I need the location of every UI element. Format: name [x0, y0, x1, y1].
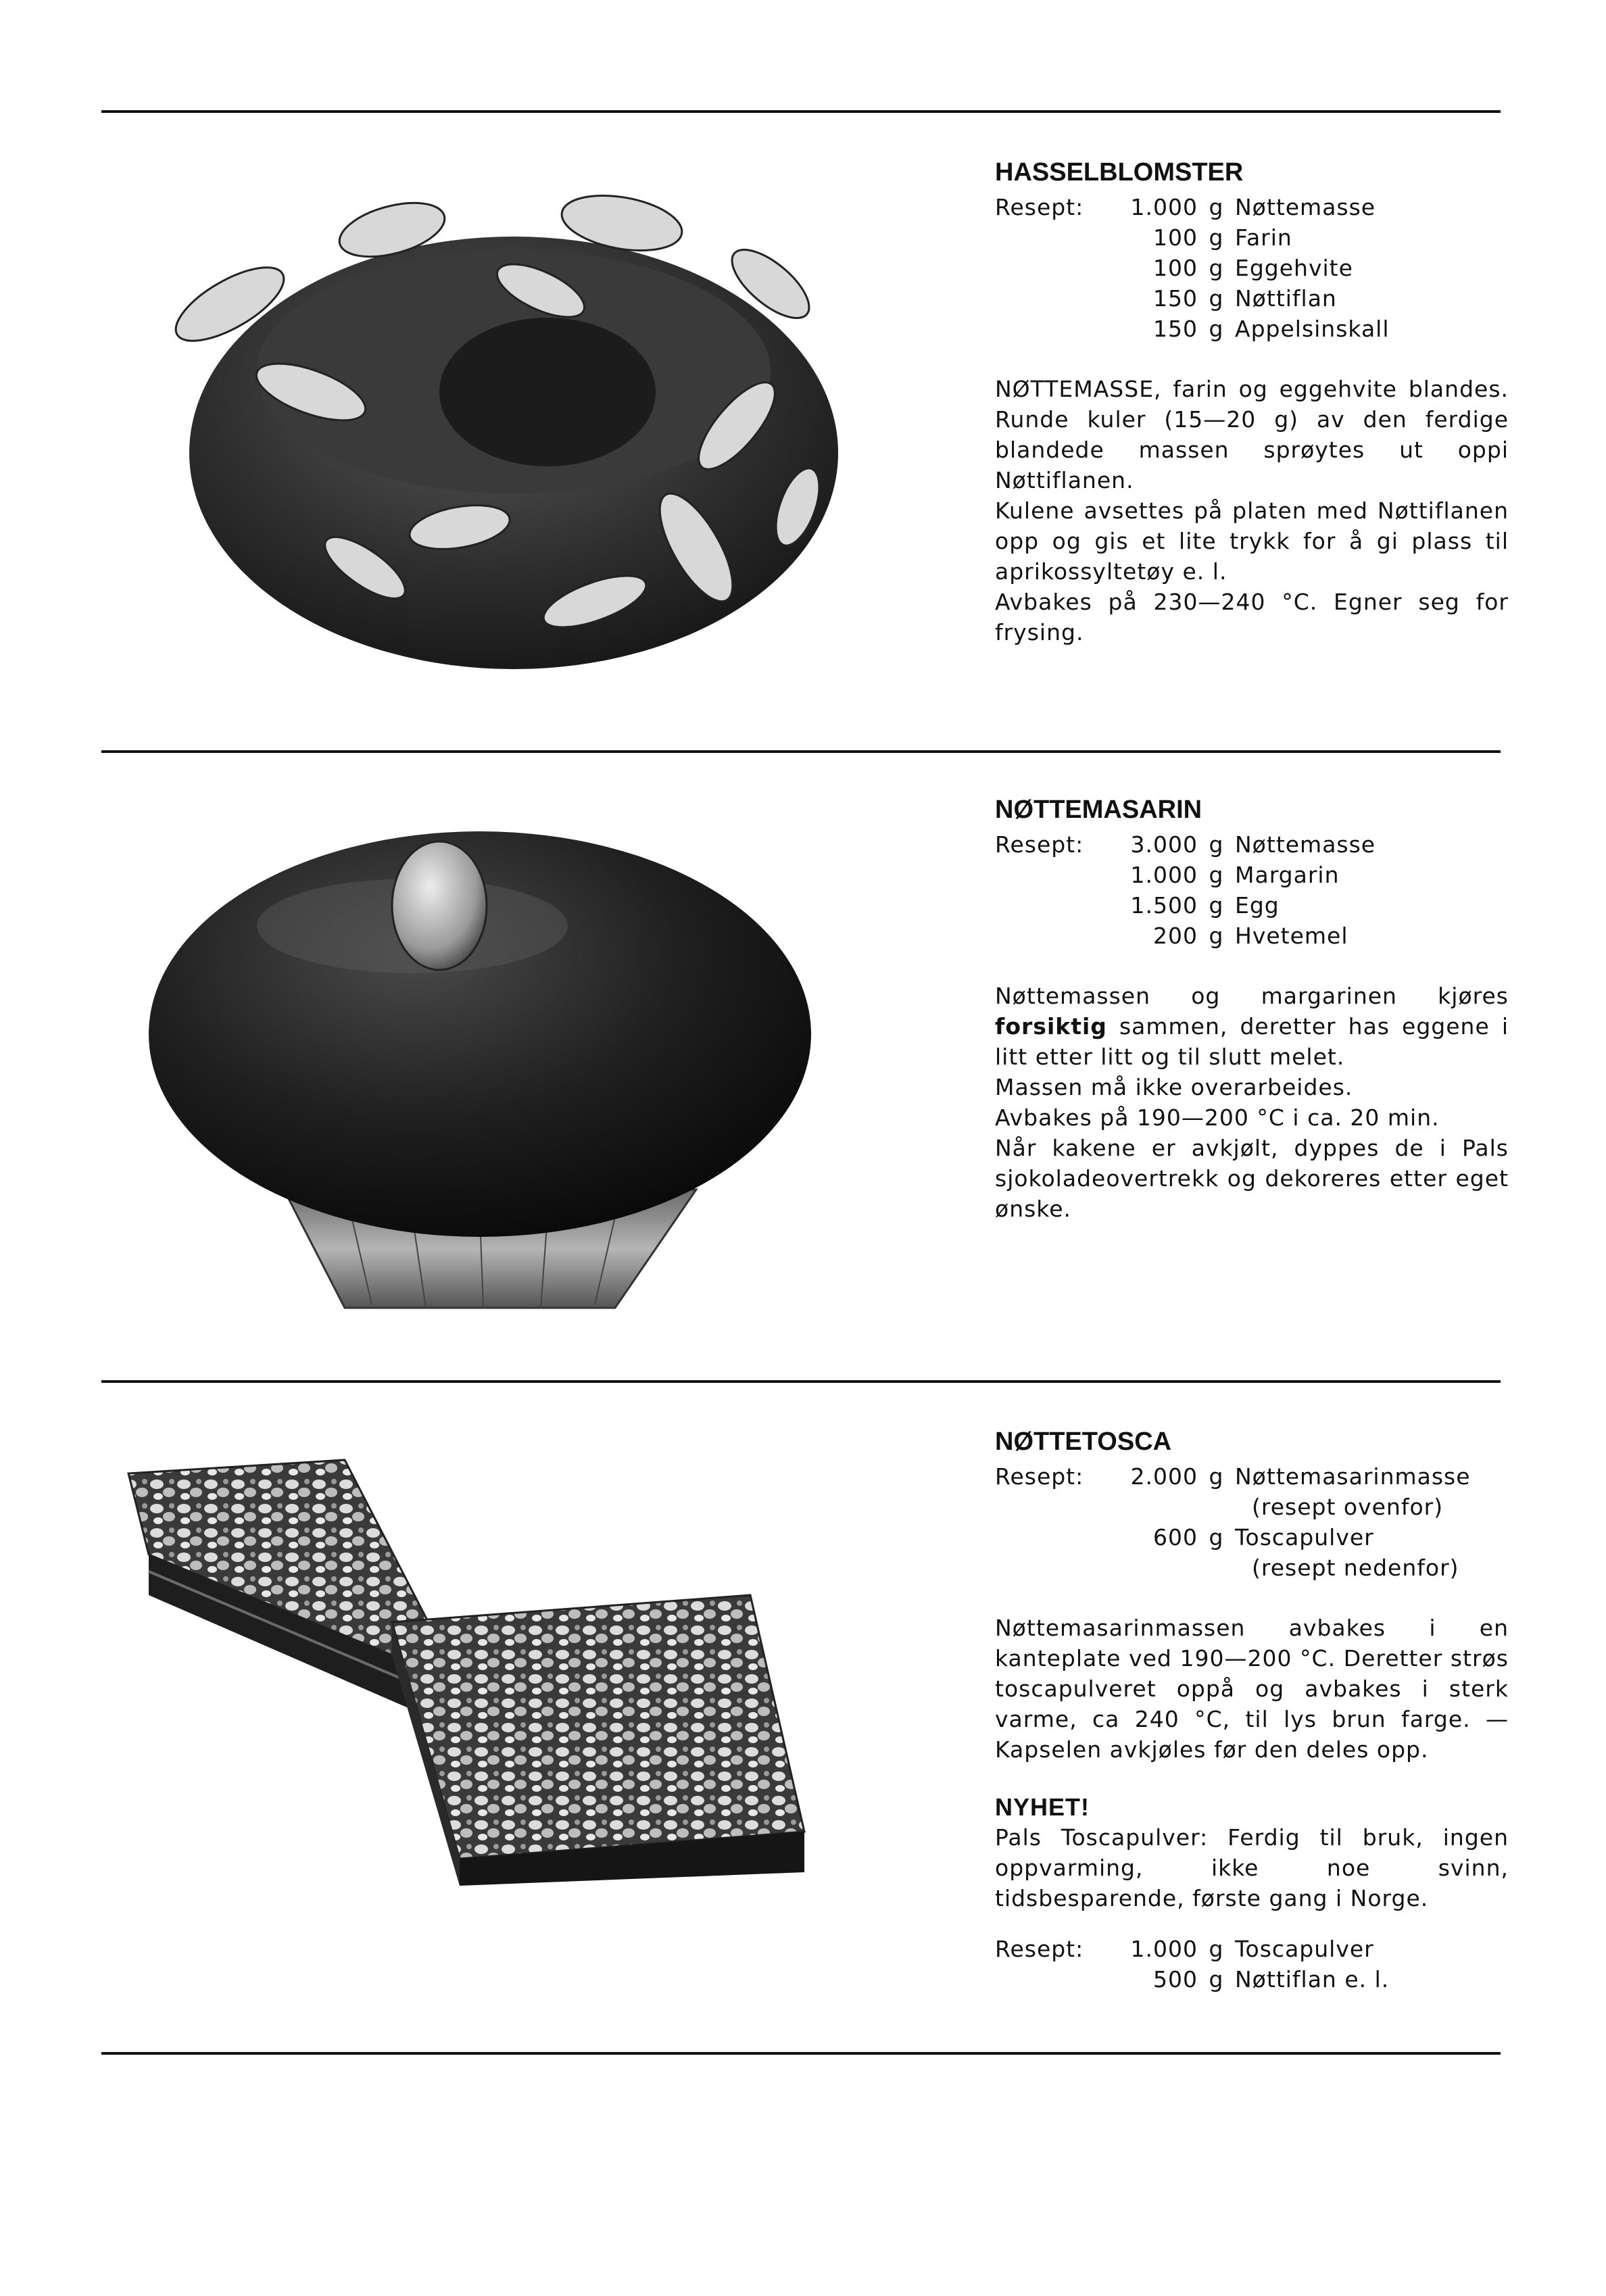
- ingredient-row: [995, 222, 1509, 253]
- ingredient-row: [995, 1461, 1509, 1492]
- ingredient-name: Appelsinskall: [1235, 316, 1390, 342]
- ingredient-qty: 500: [1153, 1966, 1198, 1993]
- instruction-paragraph: Massen må ikke overarbeides.: [995, 1074, 1353, 1100]
- recipe-nottetosca: [995, 1426, 1509, 1995]
- nottemasarin-photo: [128, 811, 845, 1325]
- recipe-title: NØTTETOSCA: [995, 1427, 1172, 1456]
- paragraph-text: Nøttemassen og margarinen kjøres: [995, 983, 1509, 1009]
- resept-label: Resept:: [995, 194, 1084, 220]
- ingredient-unit: g: [1209, 892, 1224, 919]
- divider-top: [101, 110, 1501, 113]
- ingredient-name: Toscapulver: [1235, 1936, 1374, 1962]
- ingredient-name: Nøttemasarinmasse: [1235, 1463, 1471, 1490]
- ingredient-unit: g: [1209, 1463, 1224, 1490]
- recipe-hasselblomster: [995, 157, 1509, 648]
- ingredient-unit: g: [1209, 1966, 1224, 1993]
- ingredient-unit: g: [1209, 255, 1224, 281]
- divider-1: [101, 750, 1501, 753]
- divider-bottom: [101, 2052, 1501, 2055]
- ingredient-name: Farin: [1235, 224, 1292, 251]
- ingredient-name: Nøttiflan e. l.: [1235, 1966, 1390, 1993]
- ingredient-qty: 100: [1153, 224, 1198, 251]
- ingredient-row: [995, 829, 1509, 860]
- resept-label: Resept:: [995, 831, 1084, 858]
- ingredient-qty: 200: [1153, 923, 1198, 949]
- ingredient-name: Eggehvite: [1235, 255, 1353, 281]
- news-title: NYHET!: [995, 1793, 1090, 1821]
- ingredient-row: [995, 1964, 1509, 1995]
- ingredient-name: Nøttemasse: [1235, 194, 1376, 220]
- instruction-paragraph: Kulene avsettes på platen med Nøttiflanen opp og gis et lite trykk for å gi plass til aprikossyltetøy e. l.: [995, 497, 1509, 585]
- ingredient-qty: 150: [1153, 285, 1198, 312]
- ingredient-name: Egg: [1235, 892, 1280, 919]
- ingredient-unit: g: [1209, 316, 1224, 342]
- ingredient-row: [995, 890, 1509, 921]
- emphasis-text: forsiktig: [995, 1013, 1107, 1040]
- ingredient-unit: g: [1209, 1936, 1224, 1962]
- ingredient-qty: 100: [1153, 255, 1198, 281]
- ingredient-name: Toscapulver: [1235, 1524, 1374, 1550]
- ingredient-row: [995, 283, 1509, 314]
- ingredient-qty: 3.000: [1130, 831, 1198, 858]
- ingredient-qty: 1.000: [1130, 1936, 1198, 1962]
- ingredient-unit: g: [1209, 194, 1224, 220]
- instruction-paragraph: Avbakes på 190—200 °C i ca. 20 min.: [995, 1104, 1440, 1131]
- ingredient-name: Nøttiflan: [1235, 285, 1337, 312]
- resept-label: Resept:: [995, 1463, 1084, 1490]
- ingredient-unit: g: [1209, 285, 1224, 312]
- paragraph-text: sammen, deretter has eggene i litt etter litt og til slutt melet.: [995, 1013, 1509, 1070]
- ingredient-row: [995, 192, 1509, 222]
- ingredient-row: [995, 1522, 1509, 1553]
- ingredient-name: Nøttemasse: [1235, 831, 1376, 858]
- ingredient-qty: 600: [1153, 1524, 1198, 1550]
- ingredient-qty: 1.000: [1130, 194, 1198, 220]
- ingredient-note: (resept ovenfor): [1252, 1494, 1444, 1520]
- recipe-title: HASSELBLOMSTER: [995, 158, 1244, 187]
- ingredient-unit: g: [1209, 831, 1224, 858]
- ingredient-unit: g: [1209, 923, 1224, 949]
- instruction-paragraph: Nøttemasarinmassen avbakes i en kanteplate ved 190—200 °C. Deretter strøs toscapulveret oppå og avbakes i sterk varme, ca 240 °C, til lys brun farge. — Kapselen avkjøles før den deles opp.: [995, 1615, 1509, 1763]
- recipe-nottemasarin: [995, 794, 1509, 1224]
- instruction-paragraph: NØTTEMASSE, farin og eggehvite blandes. Runde kuler (15—20 g) av den ferdige blandede massen sprøytes ut oppi Nøttiflanen.: [995, 376, 1509, 493]
- ingredient-note: (resept nedenfor): [1252, 1555, 1459, 1581]
- ingredient-unit: g: [1209, 1524, 1224, 1550]
- news-text: Pals Toscapulver: Ferdig til bruk, ingen oppvarming, ikke noe svinn, tidsbesparende, første gang i Norge.: [995, 1824, 1509, 1911]
- ingredient-qty: 1.000: [1130, 862, 1198, 888]
- ingredient-row: [995, 860, 1509, 890]
- hasselblomster-photo: [108, 169, 865, 683]
- ingredient-row: [995, 921, 1509, 951]
- resept-label: Resept:: [995, 1936, 1084, 1962]
- ingredient-row: [995, 253, 1509, 283]
- ingredient-row: [995, 314, 1509, 344]
- instruction-paragraph: Avbakes på 230—240 °C. Egner seg for frysing.: [995, 589, 1509, 645]
- ingredient-unit: g: [1209, 862, 1224, 888]
- instruction-paragraph: [995, 981, 1509, 1072]
- instruction-paragraph: Når kakene er avkjølt, dyppes de i Pals sjokoladeovertrekk og dekoreres etter eget ønske.: [995, 1135, 1509, 1222]
- ingredient-qty: 2.000: [1130, 1463, 1198, 1490]
- ingredient-row: [995, 1934, 1509, 1964]
- ingredient-qty: 150: [1153, 316, 1198, 342]
- ingredient-name: Hvetemel: [1235, 923, 1348, 949]
- ingredient-unit: g: [1209, 224, 1224, 251]
- divider-2: [101, 1380, 1501, 1383]
- ingredient-qty: 1.500: [1130, 892, 1198, 919]
- nottetosca-photo: [122, 1453, 865, 1886]
- ingredient-name: Margarin: [1235, 862, 1340, 888]
- recipe-title: NØTTEMASARIN: [995, 796, 1202, 824]
